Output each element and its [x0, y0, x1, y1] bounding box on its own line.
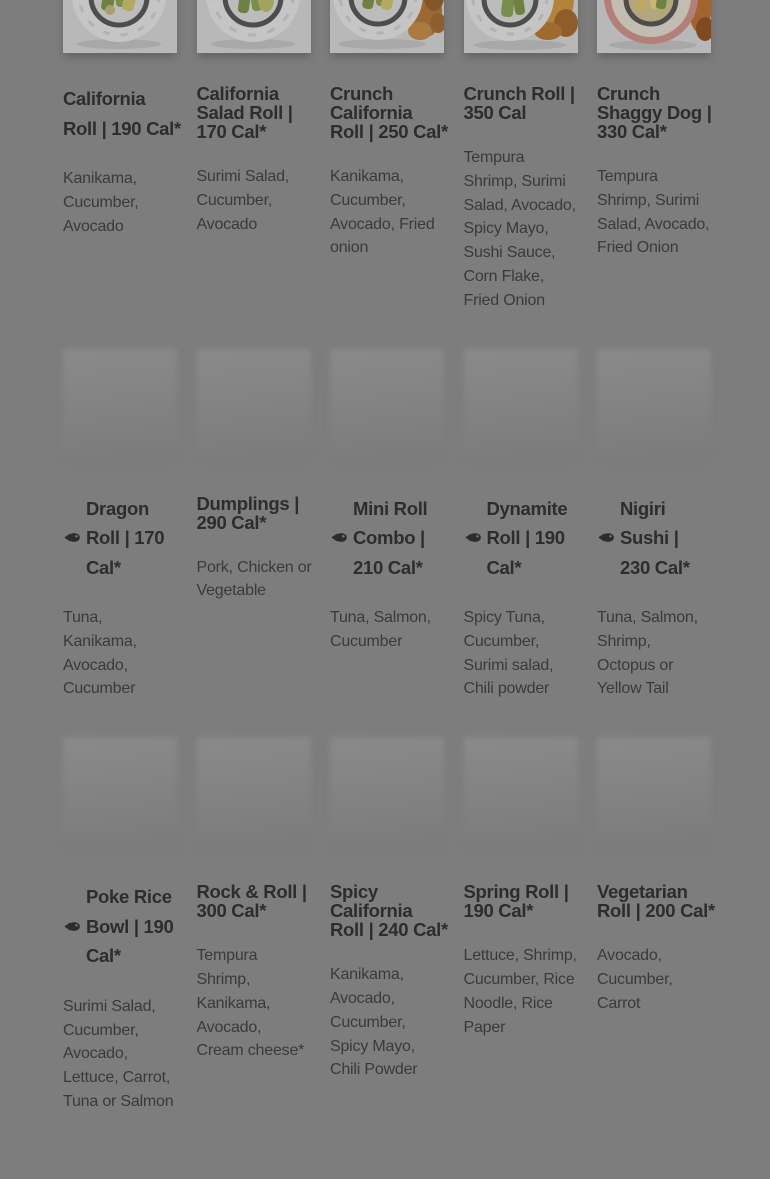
menu-item-ingredients: Lettuce, Shrimp, Cucumber, Rice Noodle, Rice Paper — [463, 947, 577, 1036]
menu-item-image-placeholder — [464, 349, 578, 463]
menu-item-image-placeholder — [597, 349, 711, 463]
fish-icon — [464, 532, 481, 543]
menu-item-card[interactable] — [597, 0, 711, 313]
sushi-photo — [63, 0, 177, 53]
menu-item-ingredients: Pork, Chicken or Vegetable — [196, 558, 312, 600]
menu-item-card[interactable] — [330, 737, 448, 1113]
menu-item-ingredients: Kanikama, Avocado, Cucumber, Spicy Mayo, Chili Powder — [330, 966, 418, 1079]
menu-item-ingredients: Tuna, Kanikama, Avocado, Cucumber — [63, 609, 137, 698]
menu-item-title: Spring Roll | 190 Cal* — [463, 881, 569, 922]
menu-item-title: Dynamite Roll | 190 Cal* — [464, 494, 578, 583]
menu-item-image-placeholder — [63, 737, 177, 851]
menu-item-card[interactable] — [197, 349, 311, 702]
menu-item-ingredients: Tempura Shrimp, Surimi Salad, Avocado, Fried Onion — [597, 168, 710, 257]
menu-item-ingredients: Surimi Salad, Cucumber, Avocado, Lettuce, Carrot, Tuna or Salmon — [63, 997, 174, 1110]
fish-icon — [597, 532, 614, 543]
menu-item-ingredients: Kanikama, Cucumber, Avocado, Fried onion — [330, 168, 435, 257]
menu-item-card[interactable] — [597, 737, 715, 1113]
menu-item-ingredients: Tuna, Salmon, Cucumber — [330, 609, 431, 650]
menu-item-ingredients: Tempura Shrimp, Kanikama, Avocado, Cream cheese* — [196, 947, 305, 1060]
menu-item-card[interactable] — [63, 737, 177, 1113]
menu-item-title: Dumplings | 290 Cal* — [196, 492, 300, 533]
menu-item-ingredients: Tuna, Salmon, Shrimp, Octopus or Yellow Tail — [597, 609, 698, 698]
menu-item-title: Crunch California Roll | 250 Cal* — [330, 83, 448, 142]
menu-item-card[interactable] — [197, 737, 311, 1113]
sushi-photo — [464, 0, 578, 53]
menu-item-ingredients: Kanikama, Cucumber, Avocado — [63, 170, 139, 235]
menu-item-ingredients: Tempura Shrimp, Surimi Salad, Avocado, Spicy Mayo, Sushi Sauce, Corn Flake, Fried Onion — [463, 149, 576, 309]
menu-item-card[interactable] — [197, 0, 311, 313]
menu-item-title: Rock & Roll | 300 Cal* — [196, 881, 307, 922]
menu-item-ingredients: Avocado, Cucumber, Carrot — [597, 947, 673, 1012]
menu-grid — [63, 0, 715, 1114]
menu-item-card[interactable] — [330, 0, 448, 313]
menu-item-card[interactable] — [330, 349, 444, 702]
sushi-photo — [330, 0, 444, 53]
menu-item-card[interactable] — [464, 737, 578, 1113]
menu-item-photo — [330, 0, 444, 53]
menu-item-card[interactable] — [63, 349, 177, 702]
menu-item-title: Mini Roll Combo | 210 Cal* — [330, 494, 444, 583]
menu-item-ingredients: Surimi Salad, Cucumber, Avocado — [196, 168, 290, 233]
menu-item-title: Crunch Roll | 350 Cal — [463, 83, 575, 123]
menu-item-title: Vegetarian Roll | 200 Cal* — [597, 881, 715, 922]
menu-item-image-placeholder — [63, 349, 177, 463]
menu-item-photo — [597, 0, 711, 53]
menu-item-image-placeholder — [197, 737, 311, 851]
sushi-photo — [597, 0, 711, 53]
menu-item-card[interactable] — [597, 349, 711, 702]
menu-item-image-placeholder — [330, 737, 444, 851]
fish-icon — [63, 921, 80, 932]
menu-item-title: California Salad Roll | 170 Cal* — [196, 83, 293, 142]
fish-icon — [63, 532, 80, 543]
menu-item-card[interactable] — [63, 0, 181, 313]
sushi-photo — [197, 0, 311, 53]
menu-item-image-placeholder — [464, 737, 578, 851]
menu-item-image-placeholder — [330, 349, 444, 463]
menu-item-photo — [197, 0, 311, 53]
fish-icon — [330, 532, 347, 543]
menu-item-photo — [63, 0, 177, 53]
menu-item-title: Dragon Roll | 170 Cal* — [63, 494, 177, 583]
menu-item-title: Spicy California Roll | 240 Cal* — [330, 881, 448, 941]
menu-item-ingredients: Spicy Tuna, Cucumber, Surimi salad, Chili powder — [463, 609, 554, 698]
menu-item-title: Poke Rice Bowl | 190 Cal* — [63, 882, 177, 971]
menu-item-card[interactable] — [464, 0, 578, 313]
menu-item-title: Nigiri Sushi | 230 Cal* — [597, 494, 711, 583]
menu-item-image-placeholder — [597, 737, 711, 851]
menu-item-card[interactable] — [464, 349, 578, 702]
menu-item-title: Crunch Shaggy Dog | 330 Cal* — [597, 83, 712, 142]
menu-item-image-placeholder — [197, 349, 311, 463]
menu-item-title: California Roll | 190 Cal* — [63, 88, 181, 139]
menu-item-photo — [464, 0, 578, 53]
